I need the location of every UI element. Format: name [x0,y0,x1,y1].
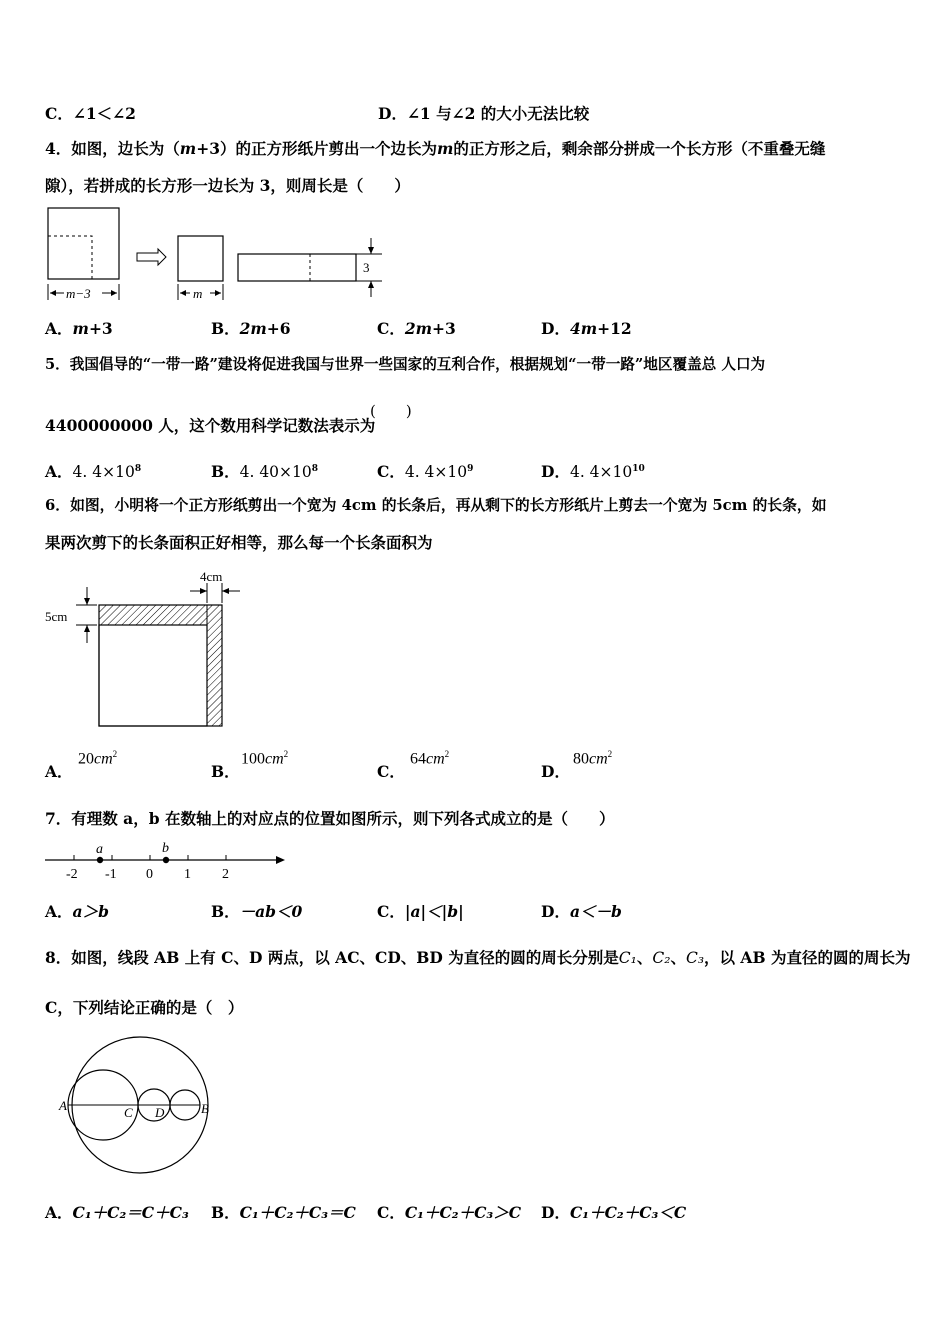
q8-stem-line2: C，下列结论正确的是（ ） [45,998,244,1017]
q4-option-b: B．2m+6 [211,319,291,338]
q7-option-b: B．－ab＜0 [211,902,303,921]
q6-option-c-letter: C． [377,762,405,781]
q6-figure [40,565,280,735]
q8-label-b: B [201,1101,209,1116]
q3-option-c: C．∠1＜∠2 [45,104,136,123]
q8-label-c: C [124,1105,133,1120]
q6-fig-label-4cm: 4cm [200,569,223,584]
q6-option-d-letter: D． [541,762,570,781]
q8-label-a: A [59,1098,67,1113]
q5-option-c: C．4. $4\times 10^9$ [377,462,474,481]
q8-stem-line1: 8．如图，线段 AB 上有 C、D 两点，以 AC、CD、BD 为直径的圆的周长分别是C₁、C₂、C₃，以 AB 为直径的圆的周长为 [45,948,911,967]
q8-option-b: B．C₁＋C₂＋C₃＝C [211,1203,356,1222]
q4-figure [40,200,400,305]
q4-fig-label-3: 3 [363,260,370,275]
q8-option-d: D．C₁＋C₂＋C₃＜C [541,1203,687,1222]
q8-label-d: D [155,1105,165,1120]
q6-stem-line1: 6．如图，小明将一个正方形纸剪出一个宽为 4cm 的长条后，再从剩下的长方形纸片上剪去一个宽为 5cm 的长条，如 [45,497,827,514]
q5-option-a: A．4. $4\times 10^8$ [45,462,142,481]
q4-stem-line2: 隙），若拼成的长方形一边长为 3，则周长是（ ） [45,176,410,195]
q3-option-d: D．∠1 与∠2 的大小无法比较 [378,104,590,123]
tick-label: -1 [105,867,117,882]
point-a-dot [97,857,103,863]
q6-option-a-value: $20cm^2$ [78,749,118,768]
q6-option-c-value: $64cm^2$ [410,749,450,768]
tick-label: -2 [66,867,78,882]
q4-fig-label-m-minus-3: m−3 [66,286,91,301]
tick-label: 0 [146,867,153,882]
q4-option-d: D．4m+12 [541,319,632,338]
q7-stem: 7．有理数 a，b 在数轴上的对应点的位置如图所示，则下列各式成立的是（ ） [45,809,615,828]
q5-stem-line1: 5．我国倡导的“一带一路”建设将促进我国与世界一些国家的互利合作，根据规划“一带一路”地区覆盖总 人口为 [45,356,766,373]
q6-option-a-letter: A． [45,762,73,781]
point-b-dot [163,857,169,863]
q5-option-d: D．4. $4\times 10^{10}$ [541,462,645,481]
q8-figure [55,1035,225,1175]
tick-label: 1 [184,867,191,882]
q4-fig-label-m: m [193,286,203,301]
q6-option-b-letter: B． [211,762,240,781]
q4-stem-line1: 4．如图，边长为（m+3）的正方形纸片剪出一个边长为m的正方形之后，剩余部分拼成一个长方形（不重叠无缝 [45,139,826,158]
q4-option-a: A．m+3 [45,319,113,338]
q7-number-line [40,838,290,883]
point-b-label: b [162,841,169,856]
tick-label: 2 [222,867,229,882]
q5-option-b: B．4. $40\times 10^8$ [211,462,319,481]
q4-option-c: C．2m+3 [377,319,456,338]
q5-paren: ( ) [370,402,412,420]
q7-option-a: A．a＞b [45,902,109,921]
q6-stem-line2: 果两次剪下的长条面积正好相等，那么每一个长条面积为 [45,533,433,552]
q8-option-c: C．C₁＋C₂＋C₃＞C [377,1203,522,1222]
q8-option-a: A．C₁＋C₂＝C＋C₃ [45,1203,189,1222]
q7-option-d: D．a＜－b [541,902,622,921]
q6-option-b-value: $100cm^2$ [241,749,289,768]
q6-fig-label-5cm: 5cm [45,609,68,624]
q6-option-d-value: $80cm^2$ [573,749,613,768]
q5-stem-line2: 4400000000 人，这个数用科学记数法表示为 [45,416,376,435]
q7-option-c: C．|a|＜|b| [377,902,464,921]
point-a-label: a [96,842,103,857]
